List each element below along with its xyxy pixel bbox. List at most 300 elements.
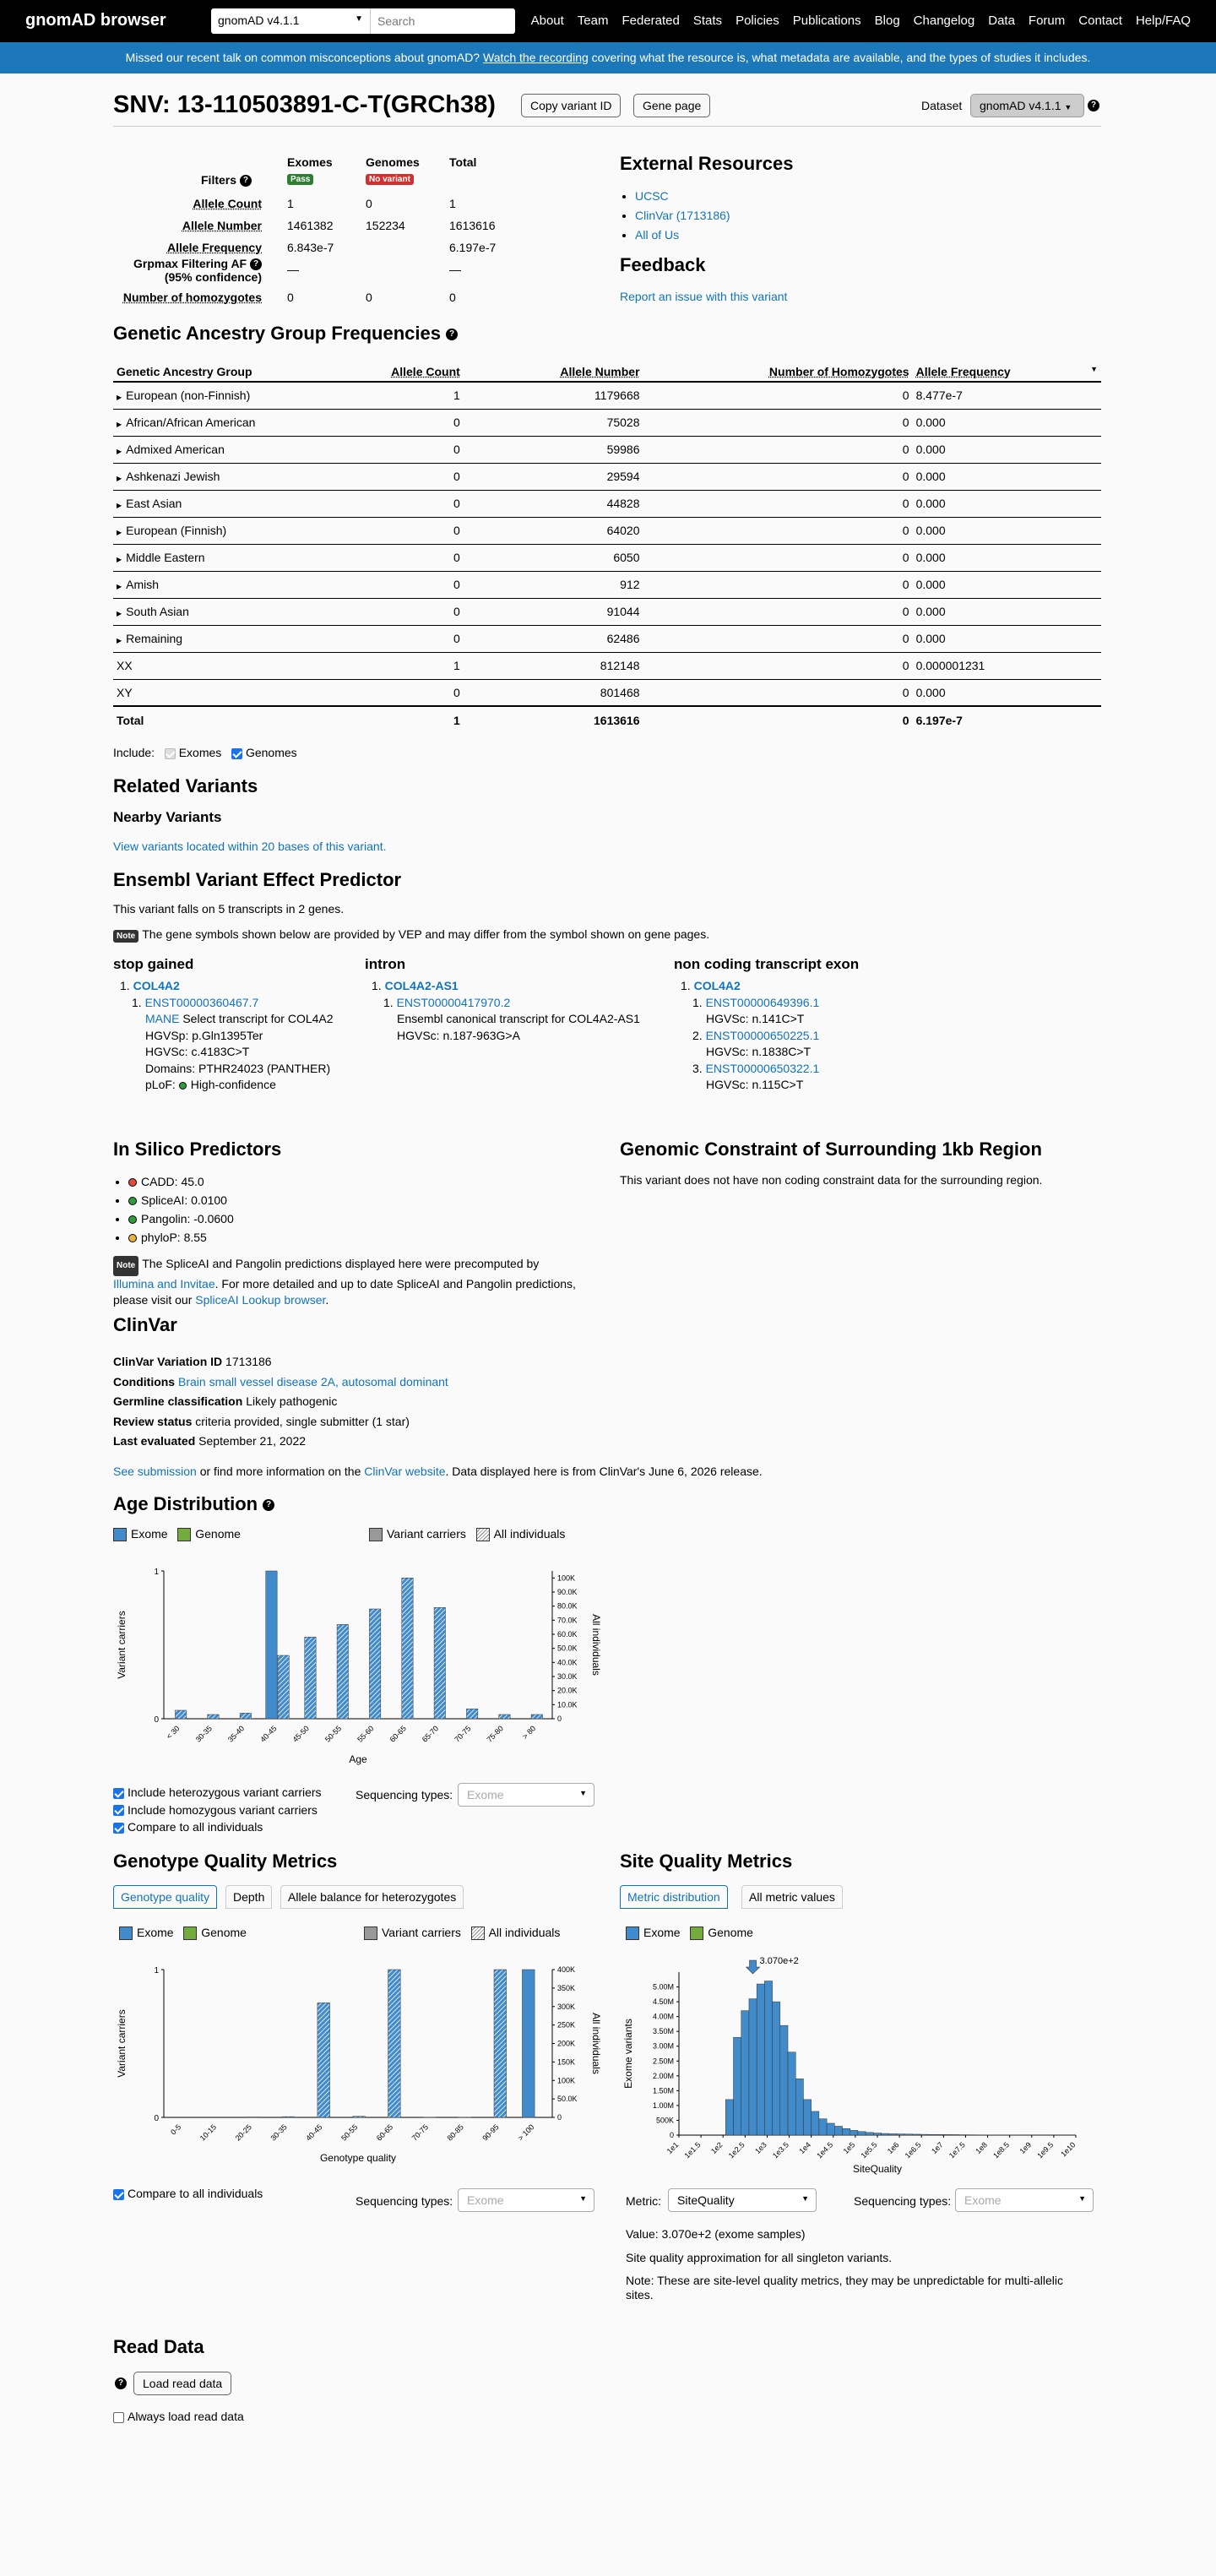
hom-exomes: 0 [287, 291, 294, 304]
status-dot-icon [179, 1082, 187, 1090]
transcript-item: 3. ENST00000650322.1 HGVSc: n.115C>T [692, 1061, 820, 1091]
y2-tick-label: 200K [557, 2039, 576, 2048]
x-tick-label: 20-25 [233, 2122, 253, 2143]
histogram-bar [897, 2134, 904, 2135]
insilico-list [128, 1172, 234, 1247]
pass-badge: Pass [287, 174, 313, 185]
y-tick-label: 1 [154, 1966, 159, 1975]
histogram-bar [834, 2126, 842, 2135]
nav-link-policies[interactable]: Policies [736, 14, 779, 28]
nav-link-changelog[interactable]: Changelog [913, 14, 975, 28]
see-submission-link[interactable]: See submission [113, 1465, 197, 1478]
y-axis-label: Variant carriers [116, 1611, 128, 1679]
ancestry-table [113, 361, 1101, 733]
x-tick-label: 1e2.5 [726, 2140, 746, 2160]
histogram-bar [843, 2128, 850, 2135]
x-tick-label: 1e9 [1018, 2140, 1034, 2156]
x-tick-label: 1e1 [665, 2140, 681, 2156]
x-tick-label: < 30 [164, 1724, 182, 1741]
nearby-link[interactable]: View variants located within 20 bases of this variant. [113, 840, 387, 853]
carrier-bar [522, 1970, 535, 2117]
histogram-bar [725, 2100, 733, 2135]
predictor-item: • SpliceAI: 0.0100 [128, 1191, 234, 1209]
transcript-item: 2. ENST00000650225.1 HGVSc: n.1838C>T [692, 1028, 820, 1058]
genome-swatch [177, 1528, 191, 1541]
noncoding-title: non coding transcript exon [674, 956, 860, 972]
y2-tick-label: 350K [557, 1983, 576, 1992]
summary-label: Allele Number [182, 219, 262, 232]
x-tick-label: 60-65 [388, 1724, 408, 1744]
y2-tick-label: 300K [557, 2002, 576, 2011]
noncoding-list: 1. COL4A2 1. ENST00000649396.1 HGVSc: n.141C>T 2. ENST00000650225.1 HGVSc: n.1838C>T 3. ENST00000650322.1 HGVSc: n.115C>T [681, 978, 819, 1094]
all-swatch [476, 1528, 490, 1541]
col-genomes: Genomes [366, 155, 420, 169]
y-tick-label: 3.00M [652, 2041, 674, 2051]
histogram-bar [882, 2133, 889, 2135]
stop-gained-list: 1. COL4A2 1. ENST00000360467.7 MANE Select transcript for COL4A2 HGVSp: p.Gln1395Ter HGVSc: c.4183C>T Domains: PTHR24023 (PANTHER) pLoF: High-confidence [120, 979, 334, 1091]
table-row[interactable]: ▶ Amish 0 912 0 0.000 [113, 571, 1101, 598]
carrier-bar [266, 1571, 277, 1719]
expand-triangle-icon[interactable]: ▶ [117, 610, 122, 617]
all-individuals-bar [388, 1970, 401, 2117]
help-icon[interactable]: ? [1088, 100, 1099, 111]
announcement-banner: Missed our recent talk on common misconceptions about gnomAD? Watch the recording covering what the resource is, what metadata are available, and the types of studies it includes. [0, 42, 1216, 73]
y2-tick-label: 90.0K [557, 1588, 578, 1596]
y2-tick-label: 10.0K [557, 1700, 578, 1709]
gene-link[interactable]: COL4A2 [133, 979, 180, 992]
all-individuals-bar [402, 1578, 413, 1719]
nav-link-helpfaq[interactable]: Help/FAQ [1135, 14, 1191, 28]
nav-link-data[interactable]: Data [988, 14, 1015, 28]
x-tick-label: 70-75 [453, 1724, 473, 1744]
predictor-item: • Pangolin: -0.0600 [128, 1209, 234, 1228]
y-tick-label: 0 [154, 1715, 159, 1725]
x-tick-label: 1e3 [753, 2140, 768, 2156]
histogram-bar [757, 1984, 764, 2135]
histogram-bar [819, 2119, 827, 2135]
y2-tick-label: 50.0K [557, 2095, 578, 2104]
y2-tick-label: 60.0K [557, 1630, 578, 1639]
x-tick-label: 1e8.5 [991, 2140, 1012, 2160]
dataset-select[interactable]: gnomAD v4.1.1 ▼ [211, 8, 370, 34]
histogram-bar [936, 2134, 943, 2135]
grpmax-label: Grpmax Filtering AF ? (95% confidence) [133, 257, 262, 285]
all-individuals-bar [499, 1715, 510, 1719]
carriers-swatch [364, 1927, 377, 1940]
y2-axis-label: All individuals [590, 1614, 602, 1676]
seq-label: Sequencing types: [356, 1788, 453, 1802]
x-tick-label: 1e4.5 [815, 2140, 835, 2160]
all-individuals-bar [369, 1609, 380, 1719]
nav-link-forum[interactable]: Forum [1028, 14, 1066, 28]
transcript-link[interactable]: ENST00000417970.2 [396, 995, 511, 1009]
x-tick-label: 10-15 [198, 2122, 219, 2143]
sort-caret-icon: ▼ [1090, 364, 1098, 373]
help-icon[interactable]: ? [446, 329, 458, 340]
age-legend-2: Variant carriers All individuals [369, 1527, 565, 1541]
note-tag: Note [113, 1256, 138, 1276]
illumina-link[interactable]: Illumina and Invitae [113, 1276, 215, 1291]
watch-recording-link[interactable]: Watch the recording [483, 51, 589, 64]
seq-label: Sequencing types: [356, 2194, 453, 2208]
summary-value: 1613616 [449, 219, 496, 232]
histogram-bar [780, 2025, 788, 2135]
x-tick-label: 1e6 [885, 2140, 901, 2156]
transcript-item: 1. ENST00000649396.1 HGVSc: n.141C>T [692, 995, 820, 1025]
expand-triangle-icon[interactable]: ▶ [117, 394, 122, 402]
clinvar-details: ClinVar Variation ID 1713186 Conditions Brain small vessel disease 2A, autosomal dominant Germline classification Likely pathogenic Review status criteria provided, single submitter (1 star) Last evaluated September 21, 2022 [113, 1355, 448, 1448]
x-tick-label: 65-70 [420, 1724, 441, 1744]
y2-tick-label: 150K [557, 2057, 576, 2067]
histogram-bar [889, 2133, 897, 2135]
dataset-label: Dataset [921, 99, 963, 112]
gene-link[interactable]: COL4A2-AS1 [384, 979, 459, 992]
gq-legend: Exome Genome [119, 1926, 247, 1940]
histogram-bar [749, 1999, 757, 2135]
always-load: Always load read data [113, 2410, 244, 2423]
table-row[interactable]: ▶ Remaining 0 62486 0 0.000 [113, 625, 1101, 652]
col-header[interactable]: Genetic Ancestry Group [113, 361, 383, 382]
y-axis-label: Variant carriers [116, 2009, 128, 2078]
spliceai-lookup-link[interactable]: SpliceAI Lookup browser [195, 1293, 326, 1307]
col-header[interactable]: Number of Homozygotes [643, 361, 913, 382]
help-icon[interactable]: ? [240, 175, 252, 187]
x-tick-label: > 100 [516, 2122, 536, 2143]
note-tag: Note [113, 930, 138, 943]
insilico-title: In Silico Predictors [113, 1139, 282, 1160]
histogram-bar [734, 2037, 741, 2135]
x-tick-label: 1e1.5 [682, 2140, 703, 2160]
nav-link-stats[interactable]: Stats [692, 14, 723, 28]
col-header[interactable]: Allele Frequency ▼ [913, 361, 1101, 382]
all-individuals-bar [240, 1713, 251, 1719]
summary-value: 6.843e-7 [287, 241, 334, 254]
transcript-link[interactable]: ENST00000650322.1 [705, 1061, 820, 1075]
sq-chart [620, 1947, 1101, 2175]
condition-link[interactable]: Brain small vessel disease 2A, autosomal dominant [178, 1374, 448, 1389]
metric-select[interactable]: SiteQuality ▼ [668, 2188, 817, 2212]
summary-label: Allele Frequency [166, 241, 262, 254]
expand-triangle-icon[interactable]: ▶ [117, 448, 122, 455]
external-link[interactable]: UCSC [635, 189, 669, 203]
x-tick-label: 1e5.5 [859, 2140, 879, 2160]
all-individuals-bar [305, 1637, 316, 1719]
nav-link-publications[interactable]: Publications [792, 14, 861, 28]
y-tick-label: 2.00M [652, 2071, 674, 2080]
nearby-title: Nearby Variants [113, 809, 222, 825]
x-axis-label: Age [349, 1753, 367, 1765]
search-input[interactable]: Search [370, 8, 515, 34]
top-navbar [0, 0, 1216, 42]
include-row: Include: Exomes Genomes [113, 746, 297, 759]
histogram-bar [858, 2132, 866, 2135]
tab-depth[interactable]: Depth [225, 1885, 272, 1909]
gq-title: Genotype Quality Metrics [113, 1850, 338, 1872]
histogram-bar [795, 2079, 803, 2135]
external-links [635, 187, 730, 245]
x-tick-label: 1e4 [797, 2140, 813, 2156]
expand-triangle-icon[interactable]: ▶ [117, 421, 122, 428]
constraint-text: This variant does not have non coding constraint data for the surrounding region. [620, 1173, 1043, 1187]
histogram-bar [812, 2111, 819, 2135]
all-individuals-bar [466, 1709, 477, 1719]
table-row[interactable]: ▶ European (Finnish) 0 64020 0 0.000 [113, 517, 1101, 544]
y2-tick-label: 40.0K [557, 1658, 578, 1667]
age-legend: Exome Genome [113, 1527, 241, 1541]
nav-link-team[interactable]: Team [577, 14, 609, 28]
external-resources-title: External Resources [620, 153, 794, 174]
nav-link-federated[interactable]: Federated [622, 14, 680, 28]
gene-page-button[interactable]: Gene page [633, 94, 710, 117]
divider [113, 126, 1101, 127]
summary-value: 6.197e-7 [449, 241, 497, 254]
x-tick-label: 0-5 [169, 2122, 183, 2137]
sq-title: Site Quality Metrics [620, 1850, 793, 1872]
predictor-item: • CADD: 45.0 [128, 1172, 234, 1191]
age-chart [113, 1554, 603, 1774]
external-link[interactable]: ClinVar (1713186) [635, 209, 730, 222]
histogram-bar [764, 1981, 772, 2135]
vep-title: Ensembl Variant Effect Predictor [113, 869, 402, 890]
transcript-link[interactable]: ENST00000650225.1 [705, 1028, 820, 1042]
homozygotes-label: Number of homozygotes [122, 291, 262, 304]
expand-triangle-icon[interactable]: ▶ [117, 637, 122, 644]
all-swatch [471, 1927, 485, 1940]
genomes-checkbox[interactable] [231, 748, 242, 759]
summary-value: 1461382 [287, 219, 334, 232]
copy-variant-id-button[interactable]: Copy variant ID [521, 94, 621, 117]
summary-value: 152234 [366, 219, 405, 232]
age-options: Include heterozygous variant carriers Include homozygous variant carriers Compare to all individuals [113, 1784, 322, 1836]
het-checkbox[interactable] [113, 1788, 124, 1799]
col-total: Total [449, 155, 477, 169]
table-row: XY 0 801468 0 0.000 [113, 679, 1101, 706]
histogram-bar [943, 2134, 951, 2135]
table-row[interactable]: ▶ East Asian 0 44828 0 0.000 [113, 490, 1101, 517]
external-link-item [635, 187, 730, 206]
grpmax-exomes: — [287, 263, 299, 276]
y-tick-label: 1.50M [652, 2086, 674, 2095]
external-link-item [635, 226, 730, 245]
all-individuals-bar [494, 1970, 507, 2117]
value-marker-arrow-icon [746, 1960, 760, 1974]
y-tick-label: 4.00M [652, 2012, 674, 2021]
marker-label: 3.070e+2 [759, 1956, 799, 1966]
table-row[interactable]: ▶ European (non-Finnish) 1 1179668 0 8.477e-7 [113, 382, 1101, 409]
y2-tick-label: 400K [557, 1965, 576, 1974]
clinvar-title: ClinVar [113, 1314, 177, 1335]
dataset-dropdown[interactable]: gnomAD v4.1.1 ▼ [970, 94, 1084, 117]
x-tick-label: 1e5 [841, 2140, 857, 2156]
brand-logo[interactable]: gnomAD browser [25, 11, 166, 30]
table-row[interactable]: ▶ Ashkenazi Jewish 0 29594 0 0.000 [113, 463, 1101, 490]
hom-genomes: 0 [366, 291, 372, 304]
nav-link-about[interactable]: About [530, 14, 564, 28]
x-axis-label: SiteQuality [852, 2163, 903, 2175]
metric-value: Value: 3.070e+2 (exome samples) [626, 2227, 806, 2241]
y-tick-label: 3.50M [652, 2027, 674, 2036]
y-tick-label: 1 [154, 1568, 159, 1577]
exome-swatch [119, 1927, 133, 1940]
col-header[interactable]: Allele Number [464, 361, 643, 382]
tab-metric-distribution[interactable]: Metric distribution [620, 1885, 728, 1909]
nav-links [518, 14, 1191, 28]
x-tick-label: 1e9.5 [1035, 2140, 1056, 2160]
table-row[interactable]: ▶ Middle Eastern 0 6050 0 0.000 [113, 544, 1101, 571]
y2-tick-label: 80.0K [557, 1601, 578, 1611]
col-header[interactable]: Allele Count [383, 361, 464, 382]
sq-legend: Exome Genome [626, 1926, 753, 1940]
x-tick-label: 35-40 [225, 1724, 247, 1744]
x-tick-label: 1e3.5 [770, 2140, 790, 2160]
gq-chart [113, 1953, 603, 2172]
predictor-item: • phyloP: 8.55 [128, 1228, 234, 1247]
table-row[interactable]: ▶ African/African American 0 75028 0 0.000 [113, 409, 1101, 436]
y2-tick-label: 0 [557, 1715, 562, 1723]
expand-triangle-icon[interactable]: ▶ [117, 475, 122, 482]
external-link-item [635, 206, 730, 226]
x-tick-label: 30-35 [269, 2122, 289, 2143]
exome-swatch [113, 1528, 127, 1541]
constraint-title: Genomic Constraint of Surrounding 1kb Region [620, 1139, 1042, 1160]
x-tick-label: 45-50 [290, 1724, 311, 1744]
x-tick-label: 50-55 [323, 1724, 344, 1744]
tab-genotype-quality[interactable]: Genotype quality [113, 1885, 217, 1909]
table-row[interactable]: ▶ South Asian 0 91044 0 0.000 [113, 598, 1101, 625]
y2-tick-label: 70.0K [557, 1616, 578, 1625]
all-individuals-bar [208, 1715, 219, 1719]
clinvar-website-link[interactable]: ClinVar website [364, 1465, 446, 1478]
x-tick-label: 70-75 [410, 2122, 431, 2143]
no-variant-badge: No variant [366, 174, 414, 185]
summary-value: 0 [366, 197, 372, 210]
x-tick-label: 60-65 [374, 2122, 395, 2143]
y2-tick-label: 20.0K [557, 1686, 578, 1695]
x-tick-label: 1e6.5 [903, 2140, 923, 2160]
tab-all-metric-values[interactable]: All metric values [741, 1885, 843, 1909]
y2-axis-label: All individuals [590, 2013, 602, 2074]
clinvar-footer: See submission or find more information on the ClinVar website. Data displayed here is from ClinVar's June 6, 2026 release. [113, 1465, 763, 1478]
vep-note: Note The gene symbols shown below are provided by VEP and may differ from the symbol shown on gene pages. [113, 927, 709, 943]
gene-link[interactable]: COL4A2 [693, 979, 741, 992]
histogram-bar [773, 2002, 780, 2135]
tab-allele-balance[interactable]: Allele balance for heterozygotes [280, 1885, 464, 1909]
report-issue-link[interactable]: Report an issue with this variant [620, 290, 788, 303]
help-icon[interactable]: ? [263, 1499, 274, 1511]
filters-label: Filters ? [201, 173, 252, 187]
load-read-data-button[interactable]: Load read data [133, 2372, 231, 2395]
vep-intro: This variant falls on 5 transcripts in 2 genes. [113, 902, 345, 916]
summary-label: Allele Count [193, 197, 262, 210]
all-individuals-bar [175, 1710, 186, 1719]
x-axis-label: Genotype quality [319, 2152, 397, 2164]
nav-link-blog[interactable]: Blog [874, 14, 900, 28]
x-tick-label: 1e8 [974, 2140, 989, 2156]
feedback-title: Feedback [620, 254, 706, 275]
histogram-bar [873, 2133, 881, 2135]
histogram-bar [920, 2134, 928, 2135]
x-tick-label: 30-35 [193, 1724, 214, 1744]
external-link[interactable]: All of Us [635, 228, 680, 242]
compare-checkbox[interactable] [113, 1823, 124, 1834]
nav-link-contact[interactable]: Contact [1078, 14, 1122, 28]
expand-triangle-icon[interactable]: ▶ [117, 529, 122, 536]
status-dot-icon [128, 1215, 137, 1224]
all-individuals-bar [337, 1624, 348, 1719]
age-title: Age Distribution ? [113, 1493, 274, 1515]
exomes-checkbox[interactable] [165, 748, 176, 759]
expand-triangle-icon[interactable]: ▶ [117, 502, 122, 509]
total-row: Total 1 1613616 0 6.197e-7 [113, 706, 1101, 733]
intron-list: 1. COL4A2-AS1 1. ENST00000417970.2 Ensembl canonical transcript for COL4A2-AS1 HGVSc: n.187-963G>A [372, 979, 640, 1042]
y-tick-label: 0 [154, 2114, 159, 2123]
x-tick-label: 75-80 [485, 1724, 505, 1744]
status-dot-icon [128, 1178, 137, 1187]
histogram-bar [827, 2123, 834, 2135]
hom-total: 0 [449, 291, 456, 304]
table-row: XX 1 812148 0 0.000001231 [113, 652, 1101, 679]
sequencing-types-select[interactable]: Exome ▼ [458, 2188, 594, 2212]
ancestry-title: Genetic Ancestry Group Frequencies ? [113, 323, 458, 345]
histogram-bar [741, 2011, 749, 2135]
y2-tick-label: 250K [557, 2020, 576, 2030]
x-tick-label: 40-45 [304, 2122, 324, 2143]
carriers-swatch [369, 1528, 383, 1541]
transcript-link[interactable]: ENST00000360467.7 [144, 995, 259, 1009]
col-exomes: Exomes [287, 155, 333, 169]
y2-tick-label: 100K [557, 1573, 576, 1583]
sequencing-types-select[interactable]: Exome ▼ [955, 2188, 1094, 2212]
summary-value: 1 [287, 197, 294, 210]
all-individuals-bar [318, 2003, 330, 2117]
y-axis-label: Exome variants [622, 2019, 634, 2089]
histogram-bar [928, 2134, 936, 2135]
x-tick-label: 80-85 [445, 2122, 465, 2143]
expand-triangle-icon[interactable]: ▶ [117, 583, 122, 590]
histogram-bar [866, 2133, 873, 2135]
transcript-link[interactable]: ENST00000649396.1 [705, 995, 820, 1009]
gq-legend-2: Variant carriers All individuals [364, 1926, 560, 1940]
help-icon[interactable]: ? [250, 258, 262, 270]
status-dot-icon [128, 1234, 137, 1242]
all-individuals-bar [531, 1715, 542, 1719]
table-row[interactable]: ▶ Admixed American 0 59986 0 0.000 [113, 436, 1101, 463]
all-individuals-bar [434, 1607, 445, 1719]
histogram-bar [788, 2052, 795, 2135]
mane-link[interactable]: MANE [145, 1012, 180, 1025]
y-tick-label: 500K [655, 2116, 674, 2125]
sequencing-types-select[interactable]: Exome ▼ [458, 1783, 594, 1807]
metric-desc: Site quality approximation for all singleton variants. [626, 2251, 893, 2264]
y-tick-label: 5.00M [652, 1982, 674, 1992]
histogram-bar [803, 2100, 811, 2135]
page-title: SNV: 13-110503891-C-T(GRCh38) [113, 91, 496, 118]
y-tick-label: 0 [669, 2131, 674, 2139]
compare-checkbox[interactable] [113, 2189, 124, 2200]
x-tick-label: 1e7.5 [947, 2140, 967, 2160]
genome-swatch [183, 1927, 197, 1940]
help-icon[interactable]: ? [115, 2378, 127, 2389]
x-tick-label: 1e2 [708, 2140, 725, 2156]
exome-swatch [626, 1927, 639, 1940]
read-data-title: Read Data [113, 2336, 204, 2357]
always-load-checkbox[interactable] [113, 2412, 124, 2423]
hom-checkbox[interactable] [113, 1805, 124, 1816]
intron-title: intron [365, 956, 406, 972]
expand-triangle-icon[interactable]: ▶ [117, 556, 122, 563]
summary-value: 1 [449, 197, 456, 210]
y-tick-label: 2.50M [652, 2057, 674, 2066]
